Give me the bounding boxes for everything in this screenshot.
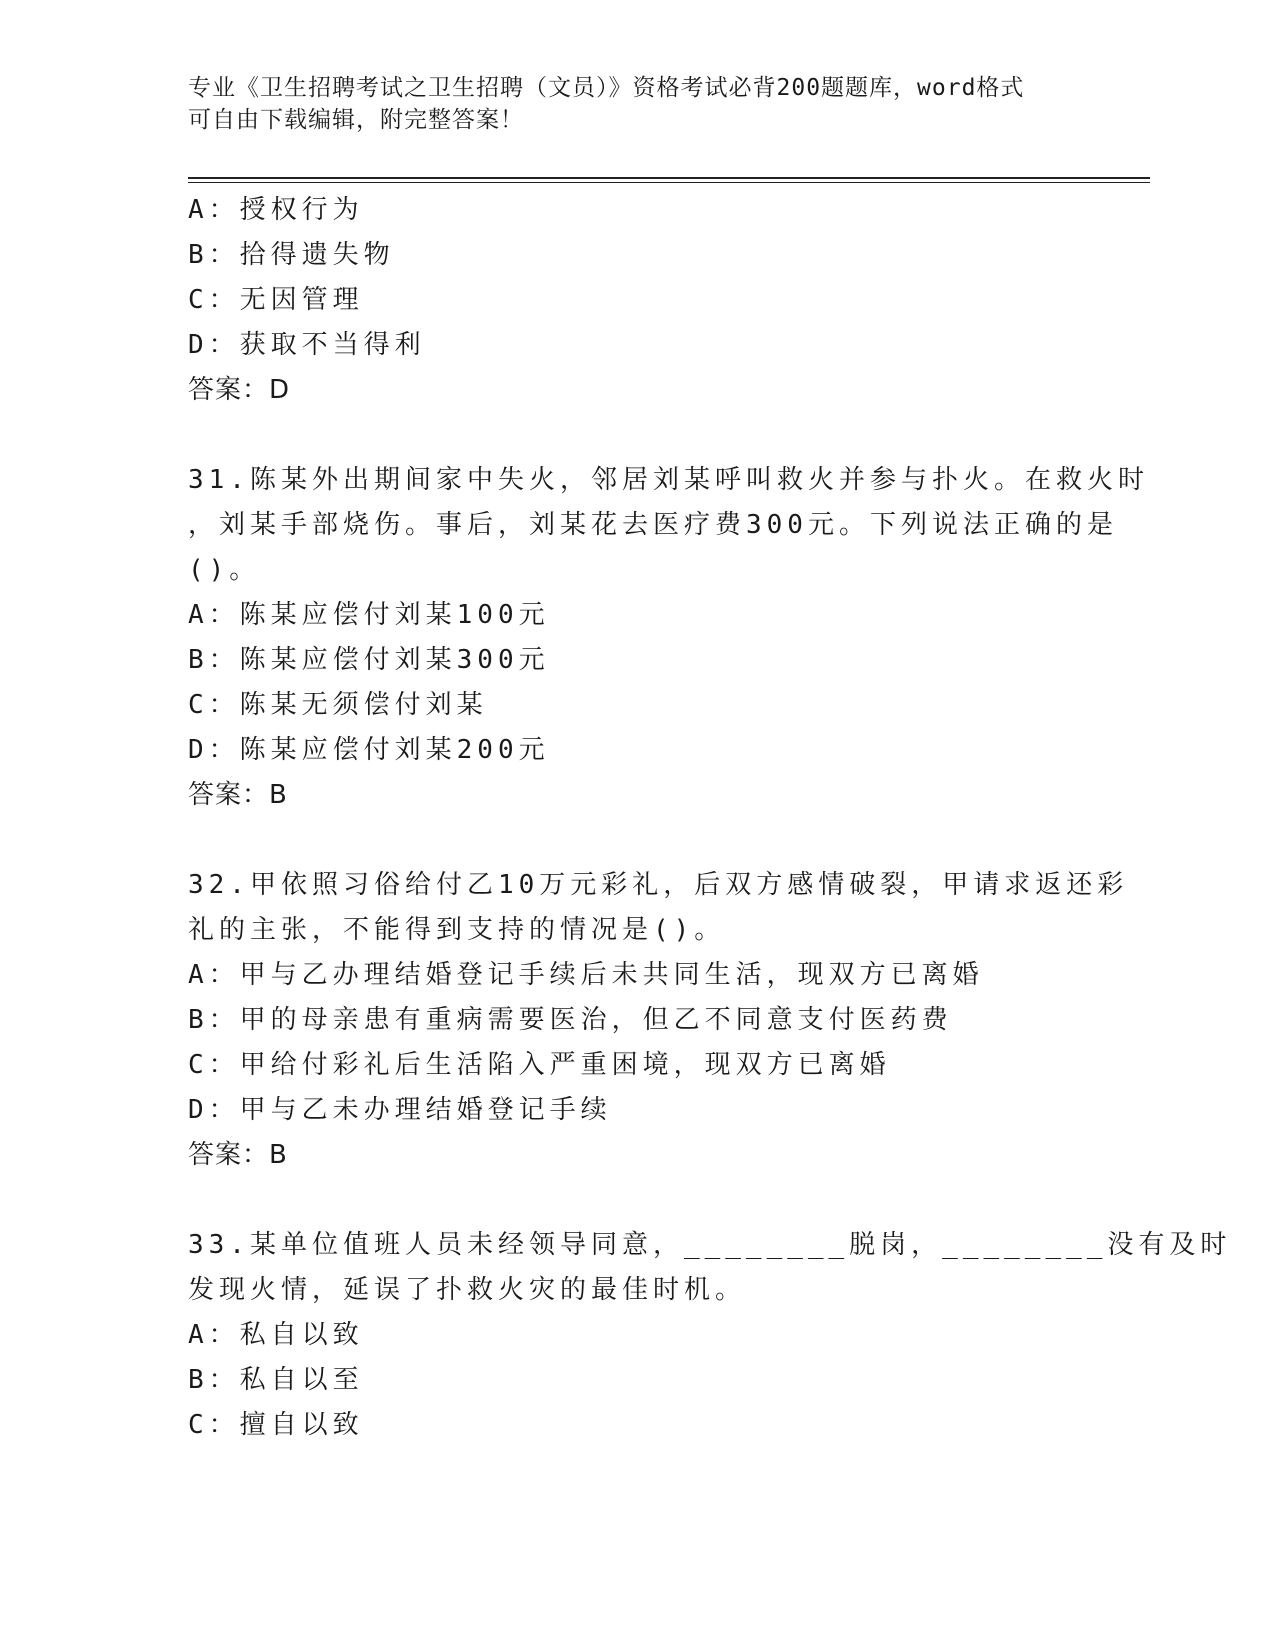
option-d: D：甲与乙未办理结婚登记手续 bbox=[188, 1095, 612, 1125]
question-text-line: 32.甲依照习俗给付乙10万元彩礼，后双方感情破裂，甲请求返还彩 bbox=[188, 870, 1129, 900]
option-c: C：甲给付彩礼后生活陷入严重困境，现双方已离婚 bbox=[188, 1050, 891, 1080]
question-text-line: 礼的主张，不能得到支持的情况是()。 bbox=[188, 915, 726, 945]
answer-line: 答案：B bbox=[188, 780, 288, 810]
option-d: D：获取不当得利 bbox=[188, 330, 426, 360]
header-divider-thick bbox=[188, 177, 1150, 179]
question-31 bbox=[188, 458, 1149, 818]
question-33 bbox=[188, 1223, 1232, 1448]
question-text-line: 31.陈某外出期间家中失火，邻居刘某呼叫救火并参与扑火。在救火时 bbox=[188, 465, 1149, 495]
question-list bbox=[188, 188, 1232, 1448]
header-title-line-2: 可自由下载编辑，附完整答案！ bbox=[188, 107, 524, 133]
question-text-line: 发现火情，延误了扑救火灾的最佳时机。 bbox=[188, 1275, 747, 1305]
question-30 bbox=[188, 188, 1088, 413]
option-b: B：陈某应偿付刘某300元 bbox=[188, 645, 550, 675]
question-32 bbox=[188, 863, 1129, 1178]
question-text-line: ()。 bbox=[188, 555, 261, 585]
option-c: C：擅自以致 bbox=[188, 1410, 364, 1440]
document-header bbox=[188, 72, 1088, 136]
option-b: B：拾得遗失物 bbox=[188, 240, 395, 270]
option-a: A：甲与乙办理结婚登记手续后未共同生活，现双方已离婚 bbox=[188, 960, 984, 990]
option-b: B：甲的母亲患有重病需要医治，但乙不同意支付医药费 bbox=[188, 1005, 953, 1035]
answer-line: 答案：B bbox=[188, 1140, 288, 1170]
header-divider-thin bbox=[188, 182, 1150, 183]
option-c: C：陈某无须偿付刘某 bbox=[188, 690, 488, 720]
option-c: C：无因管理 bbox=[188, 285, 364, 315]
question-text-line: ，刘某手部烧伤。事后，刘某花去医疗费300元。下列说法正确的是 bbox=[188, 510, 1118, 540]
header-title-line-1: 专业《卫生招聘考试之卫生招聘（文员）》资格考试必背200题题库，word格式 bbox=[188, 75, 1025, 101]
option-a: A：陈某应偿付刘某100元 bbox=[188, 600, 550, 630]
question-text-line: 33.某单位值班人员未经领导同意，________脱岗，________没有及时 bbox=[188, 1230, 1232, 1260]
answer-line: 答案：D bbox=[188, 375, 291, 405]
option-a: A：私自以致 bbox=[188, 1320, 364, 1350]
option-d: D：陈某应偿付刘某200元 bbox=[188, 735, 550, 765]
option-b: B：私自以至 bbox=[188, 1365, 364, 1395]
option-a: A：授权行为 bbox=[188, 195, 364, 225]
